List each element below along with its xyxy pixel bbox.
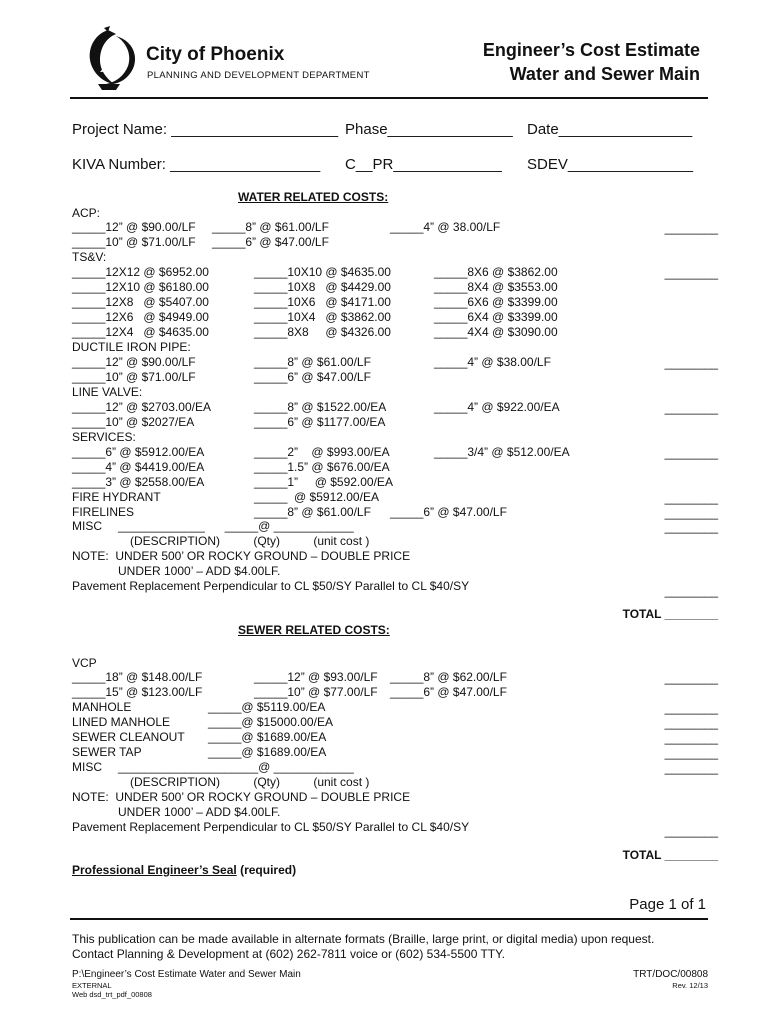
phase-field[interactable]: Phase_______________	[345, 121, 513, 138]
acp-line[interactable]: _____4” @ 38.00/LF	[390, 220, 501, 234]
tsv-line[interactable]: _____12X8 @ $5407.00	[72, 295, 209, 309]
sewer-tap-subtotal[interactable]: ________	[664, 746, 718, 760]
sewer-pavement-subtotal[interactable]: ________	[664, 824, 718, 838]
cpr-field[interactable]: C__PR_____________	[345, 156, 502, 173]
tsv-label: TS&V:	[72, 250, 107, 264]
tsv-line[interactable]: _____10X6 @ $4171.00	[254, 295, 391, 309]
fire-hydrant-line[interactable]: _____ @ $5912.00/EA	[254, 490, 379, 504]
cleanout-subtotal[interactable]: ________	[664, 731, 718, 745]
tsv-line[interactable]: _____4X4 @ $3090.00	[434, 325, 558, 339]
sewer-misc-caption: (DESCRIPTION) (Qty) (unit cost )	[130, 775, 370, 789]
services-line[interactable]: _____1” @ $592.00/EA	[254, 475, 393, 489]
tsv-line[interactable]: _____6X4 @ $3399.00	[434, 310, 558, 324]
document-title-line2: Water and Sewer Main	[509, 64, 700, 84]
kiva-number-field[interactable]: KIVA Number: __________________	[72, 156, 321, 173]
dip-label: DUCTILE IRON PIPE:	[72, 340, 191, 354]
misc-subtotal[interactable]: ________	[664, 520, 718, 534]
fire-hydrant-subtotal[interactable]: ________	[664, 491, 718, 505]
project-name-field[interactable]: Project Name: ____________________	[72, 121, 339, 138]
dip-subtotal[interactable]: ________	[664, 356, 718, 370]
sewer-item-line[interactable]: _____@ $5119.00/EA	[208, 700, 326, 714]
tsv-line[interactable]: _____10X8 @ $4429.00	[254, 280, 391, 294]
line-valve-line[interactable]: _____6” @ $1177.00/EA	[254, 415, 386, 429]
sewer-note-line2: UNDER 1000’ – ADD $4.00LF.	[118, 805, 281, 819]
misc-line[interactable]: _____________ _____@ ____________	[118, 519, 354, 533]
tsv-line[interactable]: _____12X4 @ $4635.00	[72, 325, 209, 339]
vcp-line[interactable]: _____8” @ $62.00/LF	[390, 670, 507, 684]
vcp-line[interactable]: _____10” @ $77.00/LF	[254, 685, 378, 699]
note-line1: NOTE: UNDER 500’ OR ROCKY GROUND – DOUBLE PRICE	[72, 549, 411, 563]
services-line[interactable]: _____1.5” @ $676.00/EA	[254, 460, 390, 474]
water-heading: WATER RELATED COSTS:	[238, 190, 389, 204]
sewer-item-line[interactable]: _____@ $15000.00/EA	[208, 715, 333, 729]
manhole-subtotal[interactable]: ________	[664, 701, 718, 715]
vcp-line[interactable]: _____15” @ $123.00/LF	[72, 685, 203, 699]
tsv-line[interactable]: _____12X12 @ $6952.00	[72, 265, 209, 279]
dip-line[interactable]: _____12” @ $90.00/LF	[72, 355, 196, 369]
org-name: City of Phoenix	[146, 44, 285, 65]
line-valve-line[interactable]: _____12” @ $2703.00/EA	[72, 400, 211, 414]
sewer-total[interactable]: TOTAL ________	[622, 848, 718, 862]
tsv-subtotal[interactable]: ________	[664, 266, 718, 280]
services-line[interactable]: _____3” @ $2558.00/EA	[72, 475, 205, 489]
sewer-item-label: LINED MANHOLE	[72, 715, 171, 729]
tsv-line[interactable]: _____10X4 @ $3862.00	[254, 310, 391, 324]
sewer-item-line[interactable]: _____@ $1689.00/EA	[208, 730, 327, 744]
dip-line[interactable]: _____6” @ $47.00/LF	[254, 370, 371, 384]
lined-manhole-subtotal[interactable]: ________	[664, 716, 718, 730]
sewer-misc-line[interactable]: _____________________@ ____________	[118, 760, 354, 774]
dip-line[interactable]: _____4” @ $38.00/LF	[434, 355, 551, 369]
sewer-pavement-note: Pavement Replacement Perpendicular to CL $50/SY Parallel to CL $40/SY	[72, 820, 470, 834]
sewer-misc-subtotal[interactable]: ________	[664, 761, 718, 775]
tsv-line[interactable]: _____8X4 @ $3553.00	[434, 280, 558, 294]
line-valve-label: LINE VALVE:	[72, 385, 143, 399]
seal-required: (required)	[236, 863, 297, 877]
misc-caption: (DESCRIPTION) (Qty) (unit cost )	[130, 534, 370, 548]
firelines-line[interactable]: _____8” @ $61.00/LF	[254, 505, 371, 519]
services-line[interactable]: _____6” @ $5912.00/EA	[72, 445, 205, 459]
dip-line[interactable]: _____8” @ $61.00/LF	[254, 355, 371, 369]
sewer-heading: SEWER RELATED COSTS:	[238, 623, 390, 637]
org-department: PLANNING AND DEVELOPMENT DEPARTMENT	[147, 70, 370, 81]
firelines-line[interactable]: _____6” @ $47.00/LF	[390, 505, 507, 519]
services-line[interactable]: _____2” @ $993.00/EA	[254, 445, 390, 459]
document-title-line1: Engineer’s Cost Estimate	[482, 40, 700, 60]
sewer-item-line[interactable]: _____@ $1689.00/EA	[208, 745, 327, 759]
sewer-item-label: SEWER TAP	[72, 745, 142, 759]
acp-line[interactable]: _____6” @ $47.00/LF	[212, 235, 329, 249]
firelines-subtotal[interactable]: ________	[664, 506, 718, 520]
sdev-field[interactable]: SDEV_______________	[527, 156, 693, 173]
header-divider	[70, 97, 708, 99]
services-line[interactable]: _____3/4” @ $512.00/EA	[434, 445, 570, 459]
seal-label: Professional Engineer’s Seal	[72, 863, 237, 877]
vcp-line[interactable]: _____12” @ $93.00/LF	[254, 670, 378, 684]
vcp-line[interactable]: _____6” @ $47.00/LF	[390, 685, 507, 699]
dip-line[interactable]: _____10” @ $71.00/LF	[72, 370, 196, 384]
vcp-label: VCP	[72, 656, 97, 670]
footer-divider	[70, 918, 708, 920]
misc-label: MISC	[72, 519, 102, 533]
engineer-seal-label	[72, 863, 296, 877]
page-number: Page 1 of 1	[629, 896, 706, 913]
acp-line[interactable]: _____12” @ $90.00/LF	[72, 220, 196, 234]
pavement-subtotal[interactable]: ________	[664, 584, 718, 598]
file-path: P:\Engineer’s Cost Estimate Water and Sewer Main	[72, 969, 301, 980]
sewer-note-line1: NOTE: UNDER 500’ OR ROCKY GROUND – DOUBLE PRICE	[72, 790, 411, 804]
tsv-line[interactable]: _____8X6 @ $3862.00	[434, 265, 558, 279]
revision: Rev. 12/13	[672, 981, 708, 990]
acp-subtotal[interactable]: ________	[664, 221, 718, 235]
tsv-line[interactable]: _____10X10 @ $4635.00	[254, 265, 391, 279]
tsv-line[interactable]: _____12X6 @ $4949.00	[72, 310, 209, 324]
line-valve-subtotal[interactable]: ________	[664, 401, 718, 415]
external-label: EXTERNAL	[72, 981, 112, 990]
acp-line[interactable]: _____10” @ $71.00/LF	[72, 235, 196, 249]
services-subtotal[interactable]: ________	[664, 446, 718, 460]
line-valve-line[interactable]: _____10” @ $2027/EA	[72, 415, 195, 429]
vcp-line[interactable]: _____18” @ $148.00/LF	[72, 670, 203, 684]
sewer-item-label: SEWER CLEANOUT	[72, 730, 185, 744]
doc-number: TRT/DOC/00808	[633, 969, 708, 980]
fire-hydrant-label: FIRE HYDRANT	[72, 490, 161, 504]
acp-label: ACP:	[72, 206, 101, 220]
sewer-misc-label: MISC	[72, 760, 102, 774]
line-valve-line[interactable]: _____4” @ $922.00/EA	[434, 400, 560, 414]
vcp-subtotal[interactable]: ________	[664, 671, 718, 685]
contact-notice: Contact Planning & Development at (602) 262-7811 voice or (602) 534-5500 TTY.	[72, 947, 505, 961]
line-valve-line[interactable]: _____8” @ $1522.00/EA	[254, 400, 387, 414]
sewer-item-label: MANHOLE	[72, 700, 132, 714]
acp-line[interactable]: _____8” @ $61.00/LF	[212, 220, 329, 234]
services-label: SERVICES:	[72, 430, 136, 444]
water-total[interactable]: TOTAL ________	[622, 607, 718, 621]
pavement-note: Pavement Replacement Perpendicular to CL $50/SY Parallel to CL $40/SY	[72, 579, 470, 593]
phoenix-logo	[76, 26, 140, 92]
services-line[interactable]: _____4” @ $4419.00/EA	[72, 460, 205, 474]
web-id: Web dsd_trt_pdf_00808	[72, 990, 152, 999]
tsv-line[interactable]: _____6X6 @ $3399.00	[434, 295, 558, 309]
firelines-label: FIRELINES	[72, 505, 135, 519]
tsv-line[interactable]: _____12X10 @ $6180.00	[72, 280, 209, 294]
note-line2: UNDER 1000’ – ADD $4.00LF.	[118, 564, 281, 578]
publication-notice: This publication can be made available in alternate formats (Braille, large print, or digital media) upon request.	[72, 932, 655, 946]
tsv-line[interactable]: _____8X8 @ $4326.00	[254, 325, 391, 339]
date-field[interactable]: Date________________	[527, 121, 693, 138]
